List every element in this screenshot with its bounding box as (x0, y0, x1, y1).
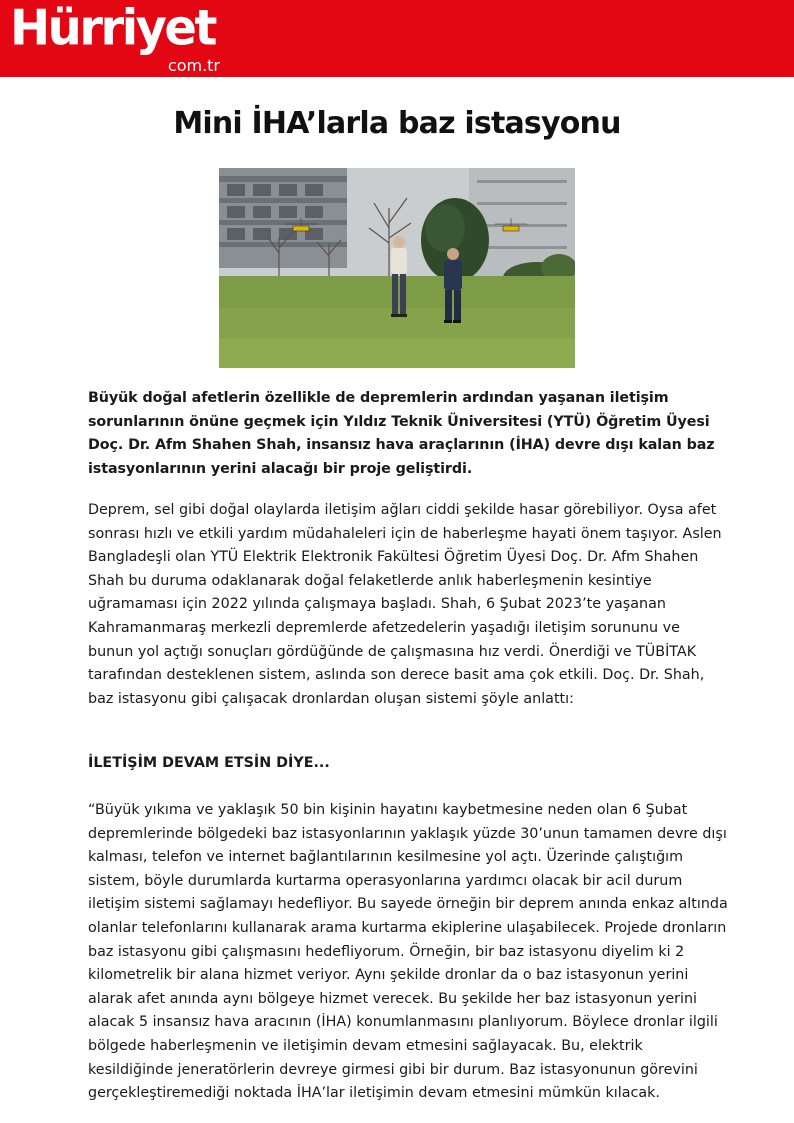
article-paragraph: “Büyük yıkıma ve yaklaşık 50 bin kişinin hayatını kaybetmesine neden olan 6 Şubat depremlerinde bölgedeki baz istasyonlarının yaklaşık yüzde 30’unun tamamen devre dışı kalması, telefon ve internet bağlantılarının kesilmesine yol açtı. Üzerinde çalıştığım sistem, böyle durumlarda kurtarma operasyonlarına yardımcı olacak bir acil durum iletişim sistemi sağlamayı hedefliyor. Bu sayede örneğin bir deprem anında enkaz altında olanlar telefonlarını kullanarak arama kurtarma ekiplerine ulaşabilecek. Projede dronların baz istasyonu gibi çalışmasını hedefliyorum. Örneğin, bir baz istasyonu diyelim ki 2 kilometrelik bir alana hizmet veriyor. Aynı şekilde dronlar da o baz istasyonun yerini alarak afet anında aynı bölgeye hizmet verecek. Bu şekilde her baz istasyonun yerini alacak 5 insansız hava aracının (İHA) konumlanmasını planlıyorum. Böylece dronlar ilgili bölgede haberleşmenin ve iletişimin devam etmesini sağlayacak. Bu, elektrik kesildiğinde jeneratörlerin devreye girmesi gibi bir durum. Baz istasyonunun görevini gerçekleştiremediği noktada İHA’lar iletişimin devam etmesini mümkün kılacak. (88, 802, 728, 1102)
article-photo (219, 168, 575, 368)
article-subheading: İLETİŞİM DEVAM ETSİN DİYE... (88, 755, 330, 771)
article-paragraph: Deprem, sel gibi doğal olaylarda iletişim ağları ciddi şekilde hasar görebiliyor. Oysa afet sonrası hızlı ve etkili yardım müdahaleleri için de haberleşme hayati önem taşıyor. Aslen Bangladeşli olan YTÜ Elektrik Elektronik Fakültesi Öğretim Üyesi Doç. Dr. Afm Shahen Shah bu duruma odaklanarak doğal felaketlerde anlık haberleşmenin kesintiye uğramaması için 2022 yılında çalışmaya başladı. Shah, 6 Şubat 2023’te yaşanan Kahramanmaraş merkezli depremlerde afetzedelerin yaşadığı iletişim sorununu ve bunun yol açtığı sonuçları gördüğünde de çalışmasına hız verdi. Önerdiği ve TÜBİTAK tarafından desteklenen sistem, aslında son derece basit ama çok etkili. Doç. Dr. Shah, baz istasyonu gibi çalışacak dronlardan oluşan sistemi şöyle anlattı: (88, 502, 722, 707)
logo-domain: com.tr (167, 56, 220, 75)
masthead (0, 0, 794, 77)
article-title: Mini İHA’larla baz istasyonu (173, 106, 621, 141)
hurriyet-logo[interactable] (10, 0, 220, 76)
article-lead: Büyük doğal afetlerin özellikle de depremlerin ardından yaşanan iletişim sorunlarının önüne geçmek için Yıldız Teknik Üniversitesi (YTÜ) Öğretim Üyesi Doç. Dr. Afm Shahen Shah, insansız hava araçlarının (İHA) devre dışı kalan baz istasyonlarının yerini alacağı bir proje geliştirdi. (88, 390, 715, 477)
drone-field-photo (219, 168, 575, 368)
logo-wordmark: Hürriyet (10, 0, 215, 57)
